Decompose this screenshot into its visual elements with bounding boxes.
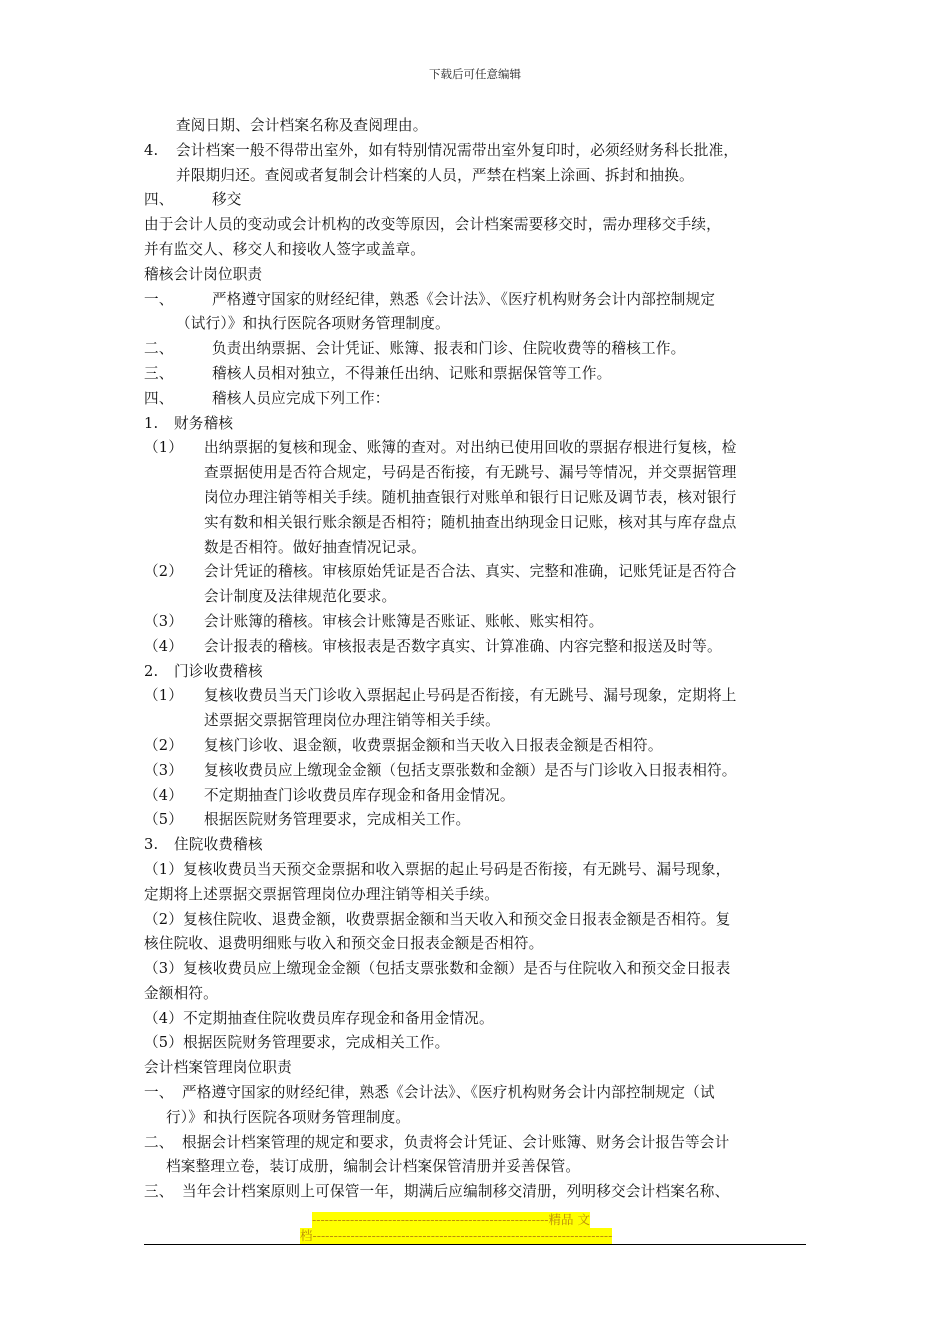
footer-line-2: 档-----------------------------------------------------------------------	[300, 1228, 613, 1243]
line-text: 实有数和相关银行账余额是否相符；随机抽查出纳现金日记账，核对其与库存盘点	[204, 513, 737, 531]
line-text: （1）复核收费员当天预交金票据和收入票据的起止号码是否衔接，有无跳号、漏号现象，	[144, 860, 731, 878]
page-header: 下载后可任意编辑	[429, 67, 521, 81]
line-text: 门诊收费稽核	[174, 662, 263, 680]
text-line	[144, 883, 812, 908]
text-line	[144, 164, 812, 189]
line-text: 述票据交票据管理岗位办理注销等相关手续。	[204, 712, 500, 730]
line-text: 严格遵守国家的财经纪律，熟悉《会计法》、《医疗机构财务会计内部控制规定	[212, 290, 716, 308]
line-text: 会计档案一般不得带出室外，如有特别情况需带出室外复印时，必须经财务科长批准，	[176, 141, 739, 159]
text-line	[144, 833, 812, 858]
text-line	[144, 238, 812, 263]
line-text: 数是否相符。做好抽查情况记录。	[204, 538, 426, 556]
text-line	[144, 684, 812, 709]
line-text: 会计制度及法律规范化要求。	[204, 588, 397, 606]
text-line	[144, 1081, 812, 1106]
line-text: 会计账簿的稽核。审核会计账簿是否账证、账帐、账实相符。	[204, 612, 604, 630]
text-line	[144, 1007, 812, 1032]
line-text: 档案整理立卷，装订成册，编制会计档案保管清册并妥善保管。	[166, 1158, 581, 1176]
list-marker: 一、	[144, 1084, 174, 1102]
text-line	[144, 784, 812, 809]
text-line	[144, 560, 812, 585]
line-text: 会计档案管理岗位职责	[144, 1059, 292, 1077]
line-text: 复核收费员当天门诊收入票据起止号码是否衔接，有无跳号、漏号现象，定期将上	[204, 687, 737, 705]
line-text: 稽核人员应完成下列工作：	[212, 389, 390, 407]
text-line	[144, 610, 812, 635]
text-line	[144, 957, 812, 982]
text-line	[144, 337, 812, 362]
line-text: 根据医院财务管理要求，完成相关工作。	[204, 811, 471, 829]
text-line	[144, 932, 812, 957]
text-line	[144, 412, 812, 437]
text-line	[144, 808, 812, 833]
line-text: （3）复核收费员应上缴现金金额（包括支票张数和金额）是否与住院收入和预交金日报表	[144, 960, 731, 978]
line-text: （4）不定期抽查住院收费员库存现金和备用金情况。	[144, 1009, 494, 1027]
text-line	[144, 734, 812, 759]
line-text: （5）根据医院财务管理要求，完成相关工作。	[144, 1034, 450, 1052]
line-text: 移交	[212, 191, 242, 209]
line-text: 会计凭证的稽核。审核原始凭证是否合法、真实、完整和准确，记账凭证是否符合	[204, 563, 737, 581]
text-line	[144, 486, 812, 511]
text-line	[144, 1155, 812, 1180]
list-marker: 一、	[144, 290, 174, 308]
footer-rule	[144, 1244, 806, 1245]
line-text: 当年会计档案原则上可保管一年，期满后应编制移交清册，列明移交会计档案名称、	[182, 1183, 730, 1201]
line-text: （2）复核住院收、退费金额，收费票据金额和当天收入和预交金日报表金额是否相符。复	[144, 910, 731, 928]
text-line	[144, 387, 812, 412]
line-text: 稽核人员相对独立，不得兼任出纳、记账和票据保管等工作。	[212, 364, 612, 382]
line-text: 不定期抽查门诊收费员库存现金和备用金情况。	[204, 786, 515, 804]
line-text: 定期将上述票据交票据管理岗位办理注销等相关手续。	[144, 885, 500, 903]
text-line	[144, 660, 812, 685]
list-marker: （2）	[144, 563, 184, 581]
list-marker: （2）	[144, 736, 184, 754]
list-marker: 三、	[144, 364, 174, 382]
line-text: 查票据使用是否符合规定，号码是否衔接，有无跳号、漏号等情况，并交票据管理	[204, 464, 737, 482]
text-line	[144, 312, 812, 337]
list-marker: （5）	[144, 811, 184, 829]
line-text: 负责出纳票据、会计凭证、账簿、报表和门诊、住院收费等的稽核工作。	[212, 340, 686, 358]
text-line	[144, 288, 812, 313]
text-line	[144, 461, 812, 486]
list-marker: 3.	[144, 836, 159, 854]
list-marker: 1.	[144, 414, 159, 432]
text-line	[144, 709, 812, 734]
text-line	[144, 1031, 812, 1056]
line-text: 核住院收、退费明细账与收入和预交金日报表金额是否相符。	[144, 935, 544, 953]
line-text: 复核收费员应上缴现金金额（包括支票张数和金额）是否与门诊收入日报表相符。	[204, 761, 737, 779]
text-line	[144, 362, 812, 387]
text-line	[144, 908, 812, 933]
line-text: 稽核会计岗位职责	[144, 265, 263, 283]
text-line	[144, 982, 812, 1007]
list-marker: （3）	[144, 761, 184, 779]
line-text: 出纳票据的复核和现金、账簿的查对。对出纳已使用回收的票据存根进行复核，检	[204, 439, 737, 457]
line-text: 根据会计档案管理的规定和要求，负责将会计凭证、会计账簿、财务会计报告等会计	[182, 1133, 730, 1151]
text-line	[144, 759, 812, 784]
document-body	[144, 114, 812, 1205]
list-marker: 四、	[144, 191, 174, 209]
list-marker: 二、	[144, 340, 174, 358]
text-line	[144, 585, 812, 610]
text-line	[144, 1056, 812, 1081]
list-marker: （4）	[144, 786, 184, 804]
line-text: 并限期归还。查阅或者复制会计档案的人员，严禁在档案上涂画、拆封和抽换。	[176, 166, 694, 184]
list-marker: 四、	[144, 389, 174, 407]
text-line	[144, 511, 812, 536]
line-text: 会计报表的稽核。审核报表是否数字真实、计算准确、内容完整和报送及时等。	[204, 637, 722, 655]
text-line	[144, 188, 812, 213]
list-marker: 4.	[144, 141, 159, 159]
text-line	[144, 213, 812, 238]
list-marker: 2.	[144, 662, 159, 680]
list-marker: 三、	[144, 1183, 174, 1201]
footer-line-1: --------------------------------------------------------精品 文	[312, 1212, 590, 1227]
list-marker: （3）	[144, 612, 184, 630]
list-marker: 二、	[144, 1133, 174, 1151]
line-text: 行）》和执行医院各项财务管理制度。	[166, 1108, 411, 1126]
line-text: 由于会计人员的变动或会计机构的改变等原因，会计档案需要移交时，需办理移交手续，	[144, 216, 721, 234]
line-text: 岗位办理注销等相关手续。随机抽查银行对账单和银行日记账及调节表，核对银行	[204, 488, 737, 506]
line-text: 查阅日期、会计档案名称及查阅理由。	[176, 117, 428, 134]
line-text: 财务稽核	[174, 414, 234, 432]
text-line	[144, 635, 812, 660]
list-marker: （1）	[144, 439, 184, 457]
text-line	[144, 114, 812, 139]
text-line	[144, 1180, 812, 1205]
text-line	[144, 858, 812, 883]
text-line	[144, 436, 812, 461]
text-line	[144, 1106, 812, 1131]
line-text: 复核门诊收、退金额，收费票据金额和当天收入日报表金额是否相符。	[204, 736, 663, 754]
line-text: 并有监交人、移交人和接收人签字或盖章。	[144, 240, 426, 258]
text-line	[144, 1131, 812, 1156]
line-text: （试行）》和执行医院各项财务管理制度。	[176, 315, 450, 333]
line-text: 住院收费稽核	[174, 836, 263, 854]
line-text: 严格遵守国家的财经纪律，熟悉《会计法》、《医疗机构财务会计内部控制规定（试	[182, 1084, 715, 1102]
line-text: 金额相符。	[144, 984, 218, 1002]
text-line	[144, 263, 812, 288]
list-marker: （1）	[144, 687, 184, 705]
list-marker: （4）	[144, 637, 184, 655]
text-line	[144, 139, 812, 164]
text-line	[144, 536, 812, 561]
